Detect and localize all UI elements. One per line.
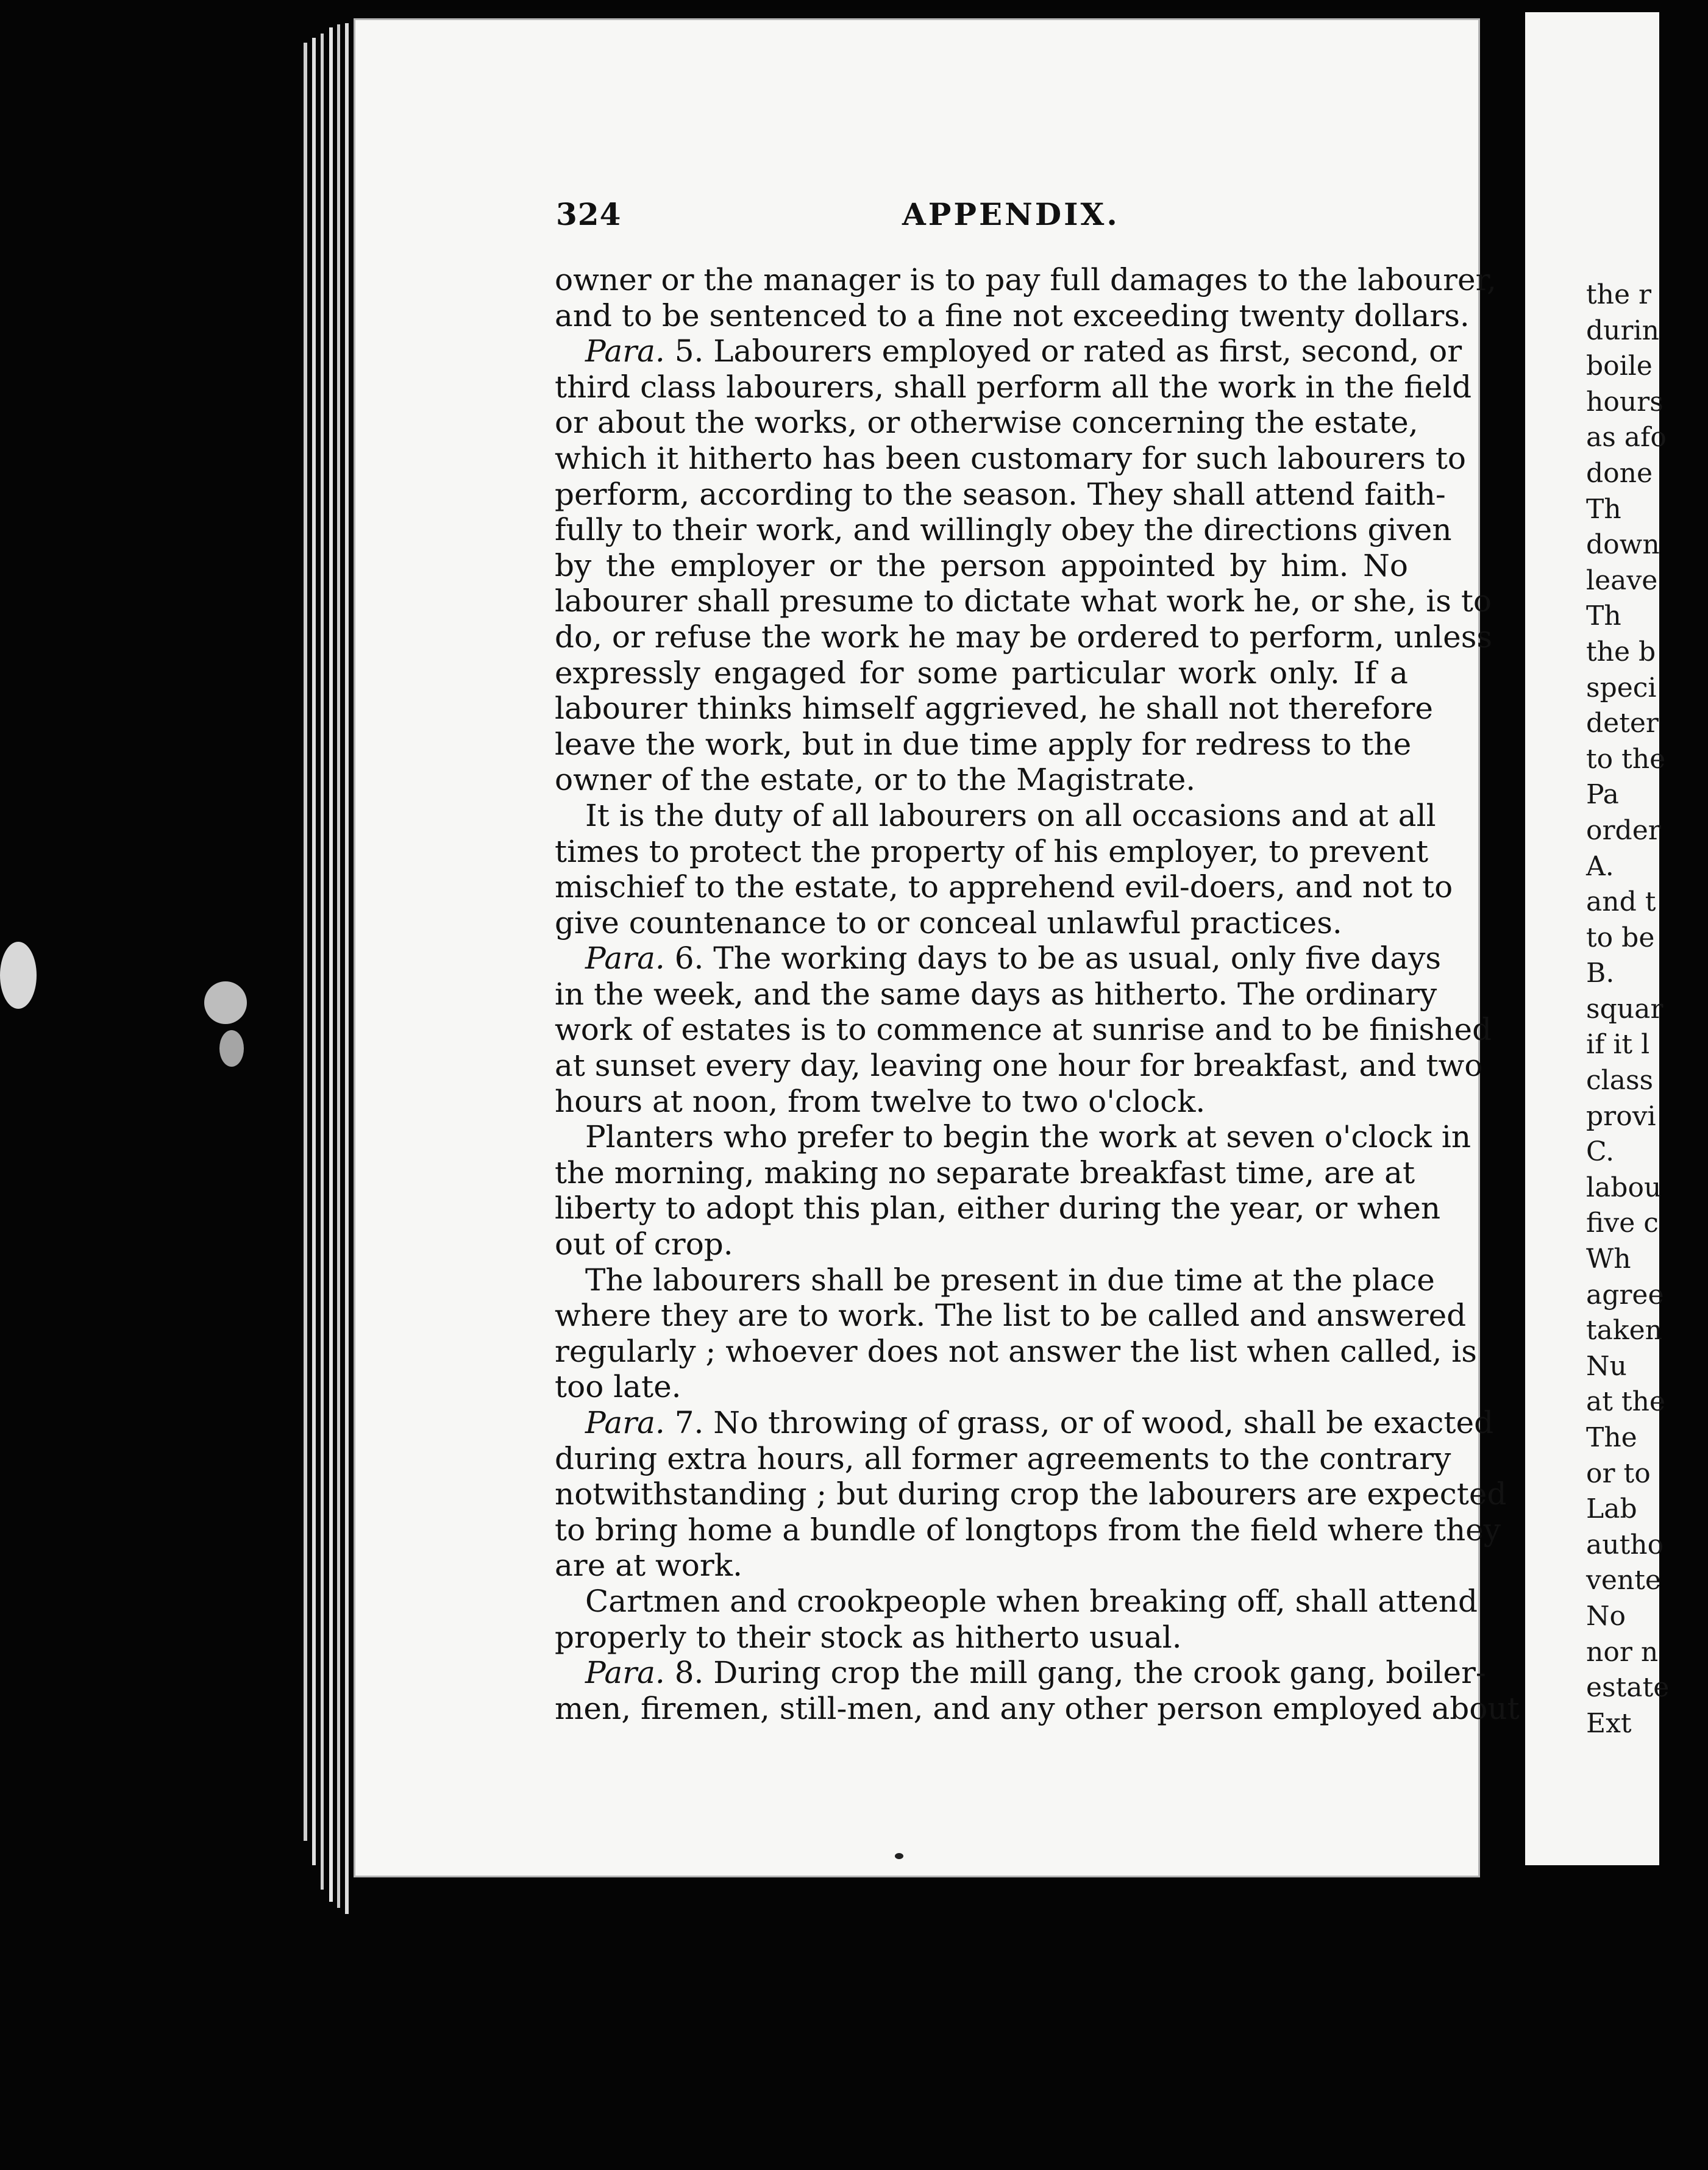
text-line: expressly engaged for some particular work only. If a: [555, 655, 1408, 691]
para-label: Para.: [585, 1405, 665, 1440]
page-body-text: [555, 262, 1520, 1726]
cropped-text-line: hours: [1586, 386, 1664, 418]
cropped-text-line: taken: [1586, 1315, 1662, 1346]
cropped-text-line: nor n: [1586, 1636, 1659, 1668]
text-line: The labourers shall be present in due time at the place: [585, 1262, 1435, 1298]
text-line: mischief to the estate, to apprehend evil-doers, and not to: [555, 869, 1453, 905]
cropped-text-line: estate: [1586, 1672, 1670, 1704]
cropped-text-line: durin: [1586, 315, 1659, 346]
page-edge: [337, 24, 340, 1908]
book-page-left: [354, 18, 1520, 1877]
cropped-text-line: squar: [1586, 993, 1664, 1025]
cropped-text-line: Lab: [1586, 1493, 1637, 1525]
text-line: and to be sentenced to a fine not exceeding twenty dollars.: [555, 297, 1470, 333]
page-edge: [345, 23, 349, 1914]
text-line: liberty to adopt this plan, either during the year, or when: [555, 1190, 1441, 1226]
text-line: give countenance to or conceal unlawful practices.: [555, 905, 1342, 941]
text-line: or about the works, or otherwise concerning the estate,: [555, 405, 1418, 441]
text-line: at sunset every day, leaving one hour for breakfast, and two: [555, 1048, 1483, 1084]
scan-speck: [219, 1030, 244, 1067]
para-label: Para.: [585, 941, 665, 976]
running-head: APPENDIX.: [902, 196, 1120, 232]
page-edge: [312, 38, 316, 1865]
text-line: the morning, making no separate breakfast time, are at: [555, 1154, 1415, 1190]
text-line: to bring home a bundle of longtops from the field where they: [555, 1512, 1501, 1548]
scan-speck: [204, 981, 247, 1024]
text-line: Para. 6. The working days to be as usual, only five days: [585, 941, 1441, 976]
cropped-text-line: or to: [1586, 1457, 1651, 1489]
text-line: perform, according to the season. They shall attend faith-: [555, 476, 1446, 512]
text-line: Para. 8. During crop the mill gang, the crook gang, boiler-: [585, 1655, 1486, 1691]
text-line: owner or the manager is to pay full damages to the labourer,: [555, 262, 1496, 297]
cropped-text-line: autho: [1586, 1529, 1664, 1560]
para-label: Para.: [585, 1655, 665, 1691]
page-edge: [304, 43, 307, 1841]
cropped-text-line: No: [1586, 1600, 1626, 1632]
text-line: Para. 5. Labourers employed or rated as first, second, or: [585, 333, 1462, 369]
text-line: by the employer or the person appointed by him. No: [555, 547, 1408, 583]
text-line: notwithstanding ; but during crop the labourers are expected: [555, 1476, 1507, 1512]
cropped-text-line: agree: [1586, 1279, 1664, 1311]
ink-smudge: [895, 1853, 903, 1859]
cropped-text-line: speci: [1586, 672, 1657, 703]
cropped-text-line: C.: [1586, 1136, 1615, 1168]
cropped-text-line: to the: [1586, 743, 1666, 775]
text-line: It is the duty of all labourers on all occasions and at all: [585, 797, 1436, 833]
text-line: fully to their work, and willingly obey the directions given: [555, 512, 1452, 548]
cropped-text-line: labou: [1586, 1172, 1662, 1203]
cropped-text-line: five c: [1586, 1208, 1659, 1239]
cropped-text-line: order: [1586, 814, 1661, 846]
cropped-text-line: the r: [1586, 279, 1652, 310]
para-label: Para.: [585, 333, 665, 369]
cropped-text-line: leave: [1586, 564, 1658, 596]
text-line: Para. 7. No throwing of grass, or of wood, shall be exacted: [585, 1405, 1494, 1440]
page-edge: [321, 34, 324, 1890]
cropped-text-line: Th: [1586, 600, 1621, 632]
text-line: leave the work, but in due time apply for redress to the: [555, 726, 1412, 762]
page-edge: [329, 27, 333, 1902]
cropped-text-line: and t: [1586, 886, 1656, 918]
text-line: regularly ; whoever does not answer the list when called, is: [555, 1333, 1477, 1369]
text-line: Cartmen and crookpeople when breaking off, shall attend: [585, 1583, 1478, 1619]
cropped-text-line: at the: [1586, 1386, 1665, 1418]
cropped-text-line: down: [1586, 529, 1660, 561]
page-number: 324: [556, 196, 622, 232]
text-line: properly to their stock as hitherto usual.: [555, 1619, 1182, 1655]
text-line: in the week, and the same days as hitherto. The ordinary: [555, 976, 1437, 1012]
text-line: men, firemen, still-men, and any other person employed about: [555, 1690, 1520, 1726]
scan-speck: [0, 942, 37, 1009]
text-line: out of crop.: [555, 1226, 733, 1262]
cropped-text-line: The: [1586, 1422, 1637, 1453]
cropped-text-line: vente: [1586, 1565, 1661, 1596]
text-line: are at work.: [555, 1548, 742, 1584]
cropped-text-line: Nu: [1586, 1350, 1627, 1382]
cropped-text-line: to be: [1586, 922, 1655, 953]
cropped-text-line: class: [1586, 1065, 1654, 1097]
cropped-text-line: Wh: [1586, 1243, 1631, 1275]
cropped-text-line: Ext: [1586, 1707, 1632, 1739]
cropped-text-line: done: [1586, 457, 1653, 489]
cropped-text-line: B.: [1586, 958, 1615, 989]
right-page-text: [1586, 277, 1708, 1741]
text-line: times to protect the property of his employer, to prevent: [555, 833, 1429, 869]
cropped-text-line: as afo: [1586, 422, 1667, 454]
text-line: too late.: [555, 1369, 681, 1405]
cropped-text-line: Pa: [1586, 779, 1619, 811]
cropped-text-line: boile: [1586, 350, 1653, 382]
text-line: third class labourers, shall perform all the work in the field: [555, 369, 1472, 405]
cropped-text-line: Th: [1586, 493, 1621, 525]
cropped-text-line: deter: [1586, 708, 1659, 739]
cropped-text-line: if it l: [1586, 1029, 1650, 1061]
cropped-text-line: A.: [1586, 850, 1614, 882]
text-line: do, or refuse the work he may be ordered to perform, unless: [555, 619, 1493, 655]
text-line: during extra hours, all former agreements to the contrary: [555, 1440, 1451, 1476]
text-line: Planters who prefer to begin the work at seven o'clock in: [585, 1119, 1471, 1155]
text-line: which it hitherto has been customary for such labourers to: [555, 440, 1466, 476]
text-line: owner of the estate, or to the Magistrate.: [555, 762, 1196, 798]
text-line: work of estates is to commence at sunrise and to be finished: [555, 1012, 1492, 1048]
text-line: hours at noon, from twelve to two o'clock.: [555, 1083, 1206, 1119]
cropped-text-line: provi: [1586, 1100, 1656, 1132]
text-line: labourer shall presume to dictate what work he, or she, is to: [555, 583, 1492, 619]
cropped-text-line: the b: [1586, 636, 1656, 667]
text-line: labourer thinks himself aggrieved, he shall not therefore: [555, 691, 1433, 727]
text-line: where they are to work. The list to be called and answered: [555, 1298, 1467, 1334]
book-page-right-cropped: [1525, 12, 1670, 1865]
